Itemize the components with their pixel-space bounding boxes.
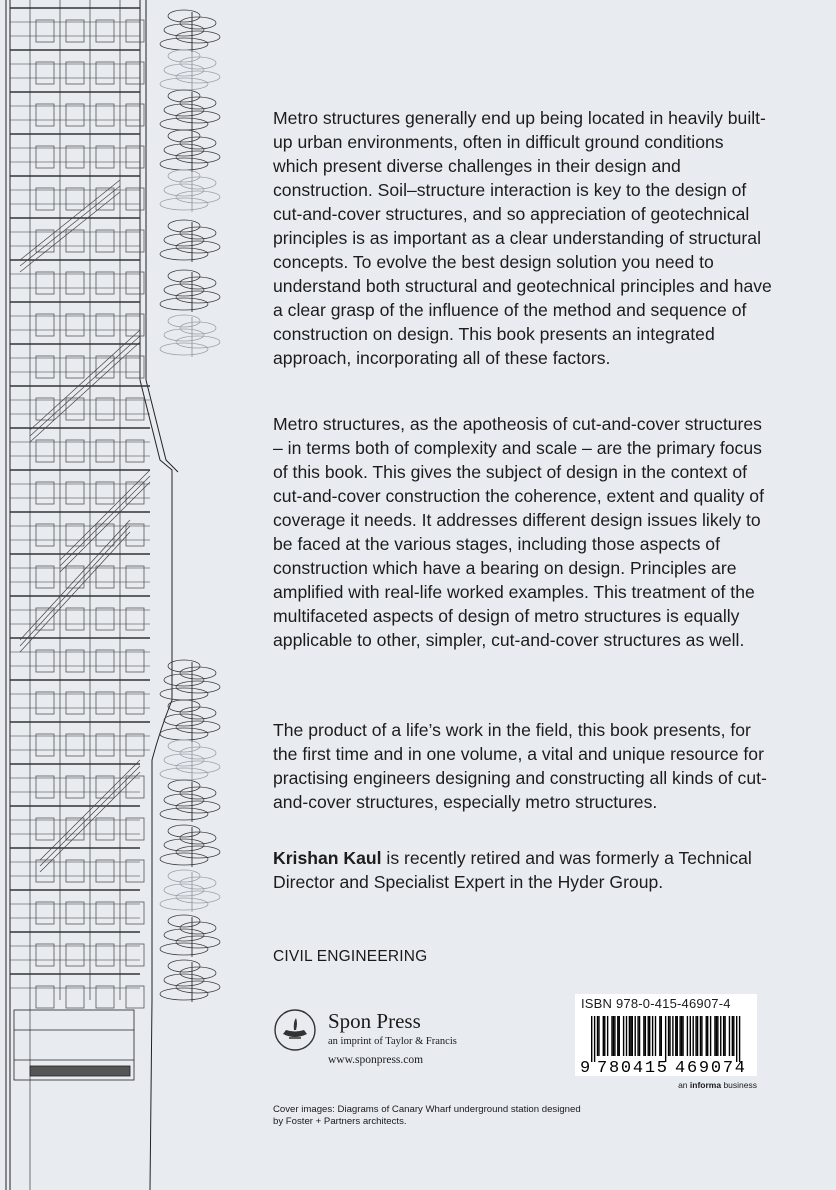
- description-paragraph-3: The product of a life’s work in the field, this book presents, for the first time and in one volume, a vital and unique resource for practising engineers designing and constructing all kinds of cut-and-cover structures, especially metro structures.: [273, 720, 767, 812]
- lamp-icon: [273, 1008, 317, 1052]
- publisher-imprint: an imprint of Taylor & Francis: [328, 1036, 457, 1047]
- informa-brand: informa: [689, 1080, 722, 1090]
- informa-prefix: an: [678, 1080, 690, 1090]
- barcode-digit-first: 9: [580, 1059, 591, 1076]
- barcode-digits-group1: 780415: [597, 1059, 667, 1076]
- description-paragraph-1: Metro structures generally end up being located in heavily built-up urban environments, often in difficult ground conditions which present diverse challenges in their design and construction. Soil–structure interaction is key to the design of cut-and-cover structures, and so appreciation of geotechnical principles is as important as a clear understanding of structural concepts. To evolve the best design solution you need to understand both structural and geotechnical principles and have a clear grasp of the influence of the method and sequence of construction on design. This book presents an integrated approach, incorporating all of these factors.: [273, 108, 772, 368]
- isbn-label: ISBN 978-0-415-46907-4: [581, 996, 731, 1011]
- publisher-url[interactable]: www.sponpress.com: [328, 1054, 424, 1066]
- barcode-icon: [575, 1014, 757, 1076]
- publisher-block: [273, 1008, 533, 1072]
- metro-station-section-drawing: [0, 0, 232, 1190]
- author-bio-text: is recently retired and was formerly a Technical Director and Specialist Expert in the Hyder Group.: [273, 848, 752, 892]
- description-paragraph-2: Metro structures, as the apotheosis of cut-and-cover structures – in terms both of complexity and scale – are the primary focus of this book. This gives the subject of design in the context of cut-and-cover construction the coherence, extent and quality of coverage it needs. It addresses different design issues likely to be faced at the various stages, including those aspects of construction which have a bearing on design. Principles are amplified with real-life worked examples. This treatment of the multifaceted aspects of design of metro structures is equally applicable to other, simpler, cut-and-cover structures as well.: [273, 414, 764, 650]
- subject-category: CIVIL ENGINEERING: [273, 948, 428, 965]
- cover-image-credit: Cover images: Diagrams of Canary Wharf underground station designed by Foster + Partners architects.: [273, 1104, 581, 1127]
- barcode-digits-group2: 469074: [675, 1059, 745, 1076]
- informa-business-tag: [672, 1080, 757, 1090]
- isbn-barcode: [575, 994, 757, 1076]
- informa-suffix: business: [721, 1080, 757, 1090]
- publisher-name: Spon Press: [328, 1009, 421, 1033]
- author-bio: [273, 846, 773, 894]
- author-name: Krishan Kaul: [273, 848, 382, 868]
